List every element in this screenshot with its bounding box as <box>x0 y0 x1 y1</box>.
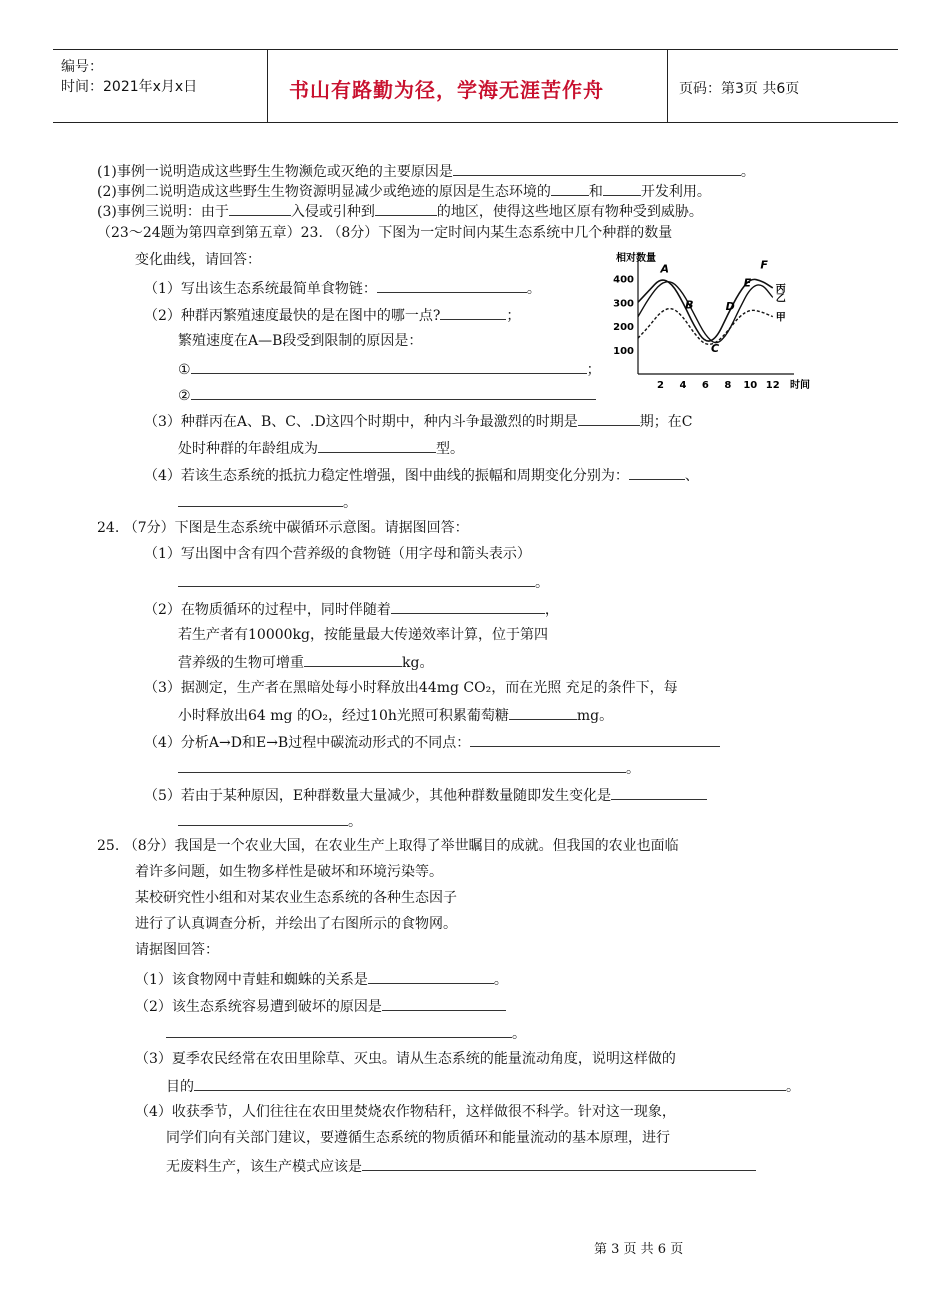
answer-blank[interactable] <box>368 968 494 984</box>
q23-sub1: （1）写出该生态系统最简单食物链： 。 <box>144 277 541 299</box>
series-label: 甲 <box>775 312 786 324</box>
q22-item1: (1)事例一说明造成这些野生生物濒危或灭绝的主要原因是 。 <box>97 160 755 182</box>
series-line-1 <box>638 282 773 343</box>
q24-sub5-answer: 。 <box>178 810 362 832</box>
q24-sub2b: 若生产者有10000kg，按能量最大传递效率计算，位于第四 <box>178 627 548 643</box>
answer-blank[interactable] <box>318 437 436 453</box>
header-serial: 编号： <box>61 59 103 75</box>
q24-sub5: （5）若由于某种原因，E种群数量大量减少，其他种群数量随即发生变化是 <box>144 784 707 806</box>
q25-text4: 进行了认真调查分析，并绘出了右图所示的食物网。 <box>135 916 457 932</box>
q23-sub3b: 处时种群的年龄组成为 型。 <box>178 437 464 459</box>
q23-sub4b: 。 <box>178 491 357 513</box>
answer-blank[interactable] <box>178 757 626 773</box>
q25-sub2: （2）该生态系统容易遭到破坏的原因是 <box>135 995 506 1017</box>
q24-sub1: （1）写出图中含有四个营养级的食物链（用字母和箭头表示） <box>144 546 531 562</box>
point-label: B <box>685 298 694 312</box>
q25-sub2-answer: 。 <box>166 1022 526 1044</box>
header-page: 页码：第3页 共6页 <box>679 81 800 97</box>
q23-sub4: （4）若该生态系统的抵抗力稳定性增强，图中曲线的振幅和周期变化分别为： 、 <box>144 464 699 486</box>
q23-intro: （23～24题为第四章到第五章）23. （8分）下图为一定时间内某生态系统中几个种群的数量 <box>97 225 673 241</box>
q25-title: 25. （8分）我国是一个农业大国，在农业生产上取得了举世瞩目的成就。但我国的农业也面临 <box>97 838 679 854</box>
point-label: F <box>760 258 768 272</box>
q24-sub2c: 营养级的生物可增重 kg。 <box>178 651 433 673</box>
q24-sub1-answer: 。 <box>178 571 549 593</box>
header-divider <box>267 50 268 122</box>
q25-sub3b: 目的 。 <box>166 1075 800 1097</box>
q25-text2: 着许多问题，如生物多样性是破坏和环境污染等。 <box>135 864 443 880</box>
answer-blank[interactable] <box>191 358 587 374</box>
x-tick-label: 8 <box>724 380 732 391</box>
q24-sub4: （4）分析A→D和E→B过程中碳流动形式的不同点： <box>144 731 720 753</box>
x-tick-label: 4 <box>679 380 687 391</box>
answer-blank[interactable] <box>551 180 589 196</box>
series-line-2 <box>638 309 773 345</box>
answer-blank[interactable] <box>377 277 527 293</box>
page-footer: 第 3 页 共 6 页 <box>594 1242 684 1257</box>
point-label: C <box>711 342 720 356</box>
population-chart <box>612 250 818 395</box>
answer-blank[interactable] <box>611 784 707 800</box>
q24-sub3b: 小时释放出64 mg 的O₂，经过10h光照可积累葡萄糖 mg。 <box>178 704 613 726</box>
answer-blank[interactable] <box>178 571 535 587</box>
point-label: A <box>660 262 669 276</box>
answer-blank[interactable] <box>382 995 506 1011</box>
answer-blank[interactable] <box>603 180 641 196</box>
header-date: 时间：2021年x月x日 <box>61 79 198 95</box>
q24-sub4-answer: 。 <box>178 757 640 779</box>
answer-blank[interactable] <box>391 598 545 614</box>
q25-text5: 请据图回答： <box>135 942 219 958</box>
page-header <box>53 49 898 123</box>
q25-sub4b: 同学们向有关部门建议，要遵循生态系统的物质循环和能量流动的基本原理，进行 <box>166 1130 670 1146</box>
q24-title: 24. （7分）下图是生态系统中碳循环示意图。请据图回答： <box>97 520 469 536</box>
answer-blank[interactable] <box>440 304 506 320</box>
q24-sub3: （3）据测定，生产者在黑暗处每小时释放出44mg CO₂，而在光照 充足的条件下，每 <box>144 680 678 696</box>
y-axis-label: 相对数量 <box>616 253 656 264</box>
q23-sub2c1: ① ； <box>178 358 601 380</box>
answer-blank[interactable] <box>194 1075 786 1091</box>
header-motto: 书山有路勤为径，学海无涯苦作舟 <box>289 78 604 102</box>
q25-sub4: （4）收获季节，人们往往在农田里焚烧农作物秸秆，这样做很不科学。针对这一现象， <box>135 1104 676 1120</box>
q25-sub4c: 无废料生产，该生产模式应该是 <box>166 1155 756 1177</box>
answer-blank[interactable] <box>509 704 577 720</box>
y-tick-label: 400 <box>613 274 634 286</box>
y-tick-label: 100 <box>613 346 634 358</box>
answer-blank[interactable] <box>166 1022 512 1038</box>
answer-blank[interactable] <box>229 200 291 216</box>
answer-blank[interactable] <box>453 160 741 176</box>
q23-sub3: （3）种群丙在A、B、C、.D这四个时期中，种内斗争最激烈的时期是 期；在C <box>144 410 692 432</box>
answer-blank[interactable] <box>362 1155 756 1171</box>
answer-blank[interactable] <box>304 651 402 667</box>
header-divider <box>667 50 668 122</box>
x-tick-label: 6 <box>701 380 709 391</box>
answer-blank[interactable] <box>178 491 343 507</box>
answer-blank[interactable] <box>470 731 720 747</box>
answer-blank[interactable] <box>578 410 640 426</box>
q23-sub2c2: ② <box>178 384 596 406</box>
y-tick-label: 200 <box>613 322 634 334</box>
point-label: D <box>725 300 735 314</box>
q23-sub2: （2）种群丙繁殖速度最快的是在图中的哪一点? ； <box>144 304 520 326</box>
answer-blank[interactable] <box>375 200 437 216</box>
x-axis-label: 时间 <box>790 380 810 391</box>
q23-sub2b: 繁殖速度在A—B段受到限制的原因是： <box>178 333 423 349</box>
answer-blank[interactable] <box>629 464 685 480</box>
series-label: 乙 <box>775 293 786 305</box>
x-tick-label: 10 <box>743 380 758 391</box>
y-tick-label: 300 <box>613 298 634 310</box>
point-label: E <box>743 276 752 290</box>
q24-sub2: （2）在物质循环的过程中，同时伴随着 ， <box>144 598 559 620</box>
q23-intro2: 变化曲线，请回答： <box>135 252 261 268</box>
q25-sub3: （3）夏季农民经常在农田里除草、灭虫。请从生态系统的能量流动角度，说明这样做的 <box>135 1051 676 1067</box>
x-tick-label: 12 <box>765 380 780 391</box>
answer-blank[interactable] <box>191 384 596 400</box>
q22-item2: (2)事例二说明造成这些野生生物资源明显减少或绝迹的原因是生态环境的 和 开发利用。 <box>97 180 711 202</box>
series-label: 丙 <box>775 283 786 295</box>
q25-sub1: （1）该食物网中青蛙和蜘蛛的关系是 。 <box>135 968 508 990</box>
q22-item3: (3)事例三说明：由于 入侵或引种到 的地区，使得这些地区原有物种受到威胁。 <box>97 200 703 222</box>
x-tick-label: 2 <box>656 380 664 391</box>
q25-text3: 某校研究性小组和对某农业生态系统的各种生态因子 <box>135 890 457 906</box>
answer-blank[interactable] <box>178 810 348 826</box>
